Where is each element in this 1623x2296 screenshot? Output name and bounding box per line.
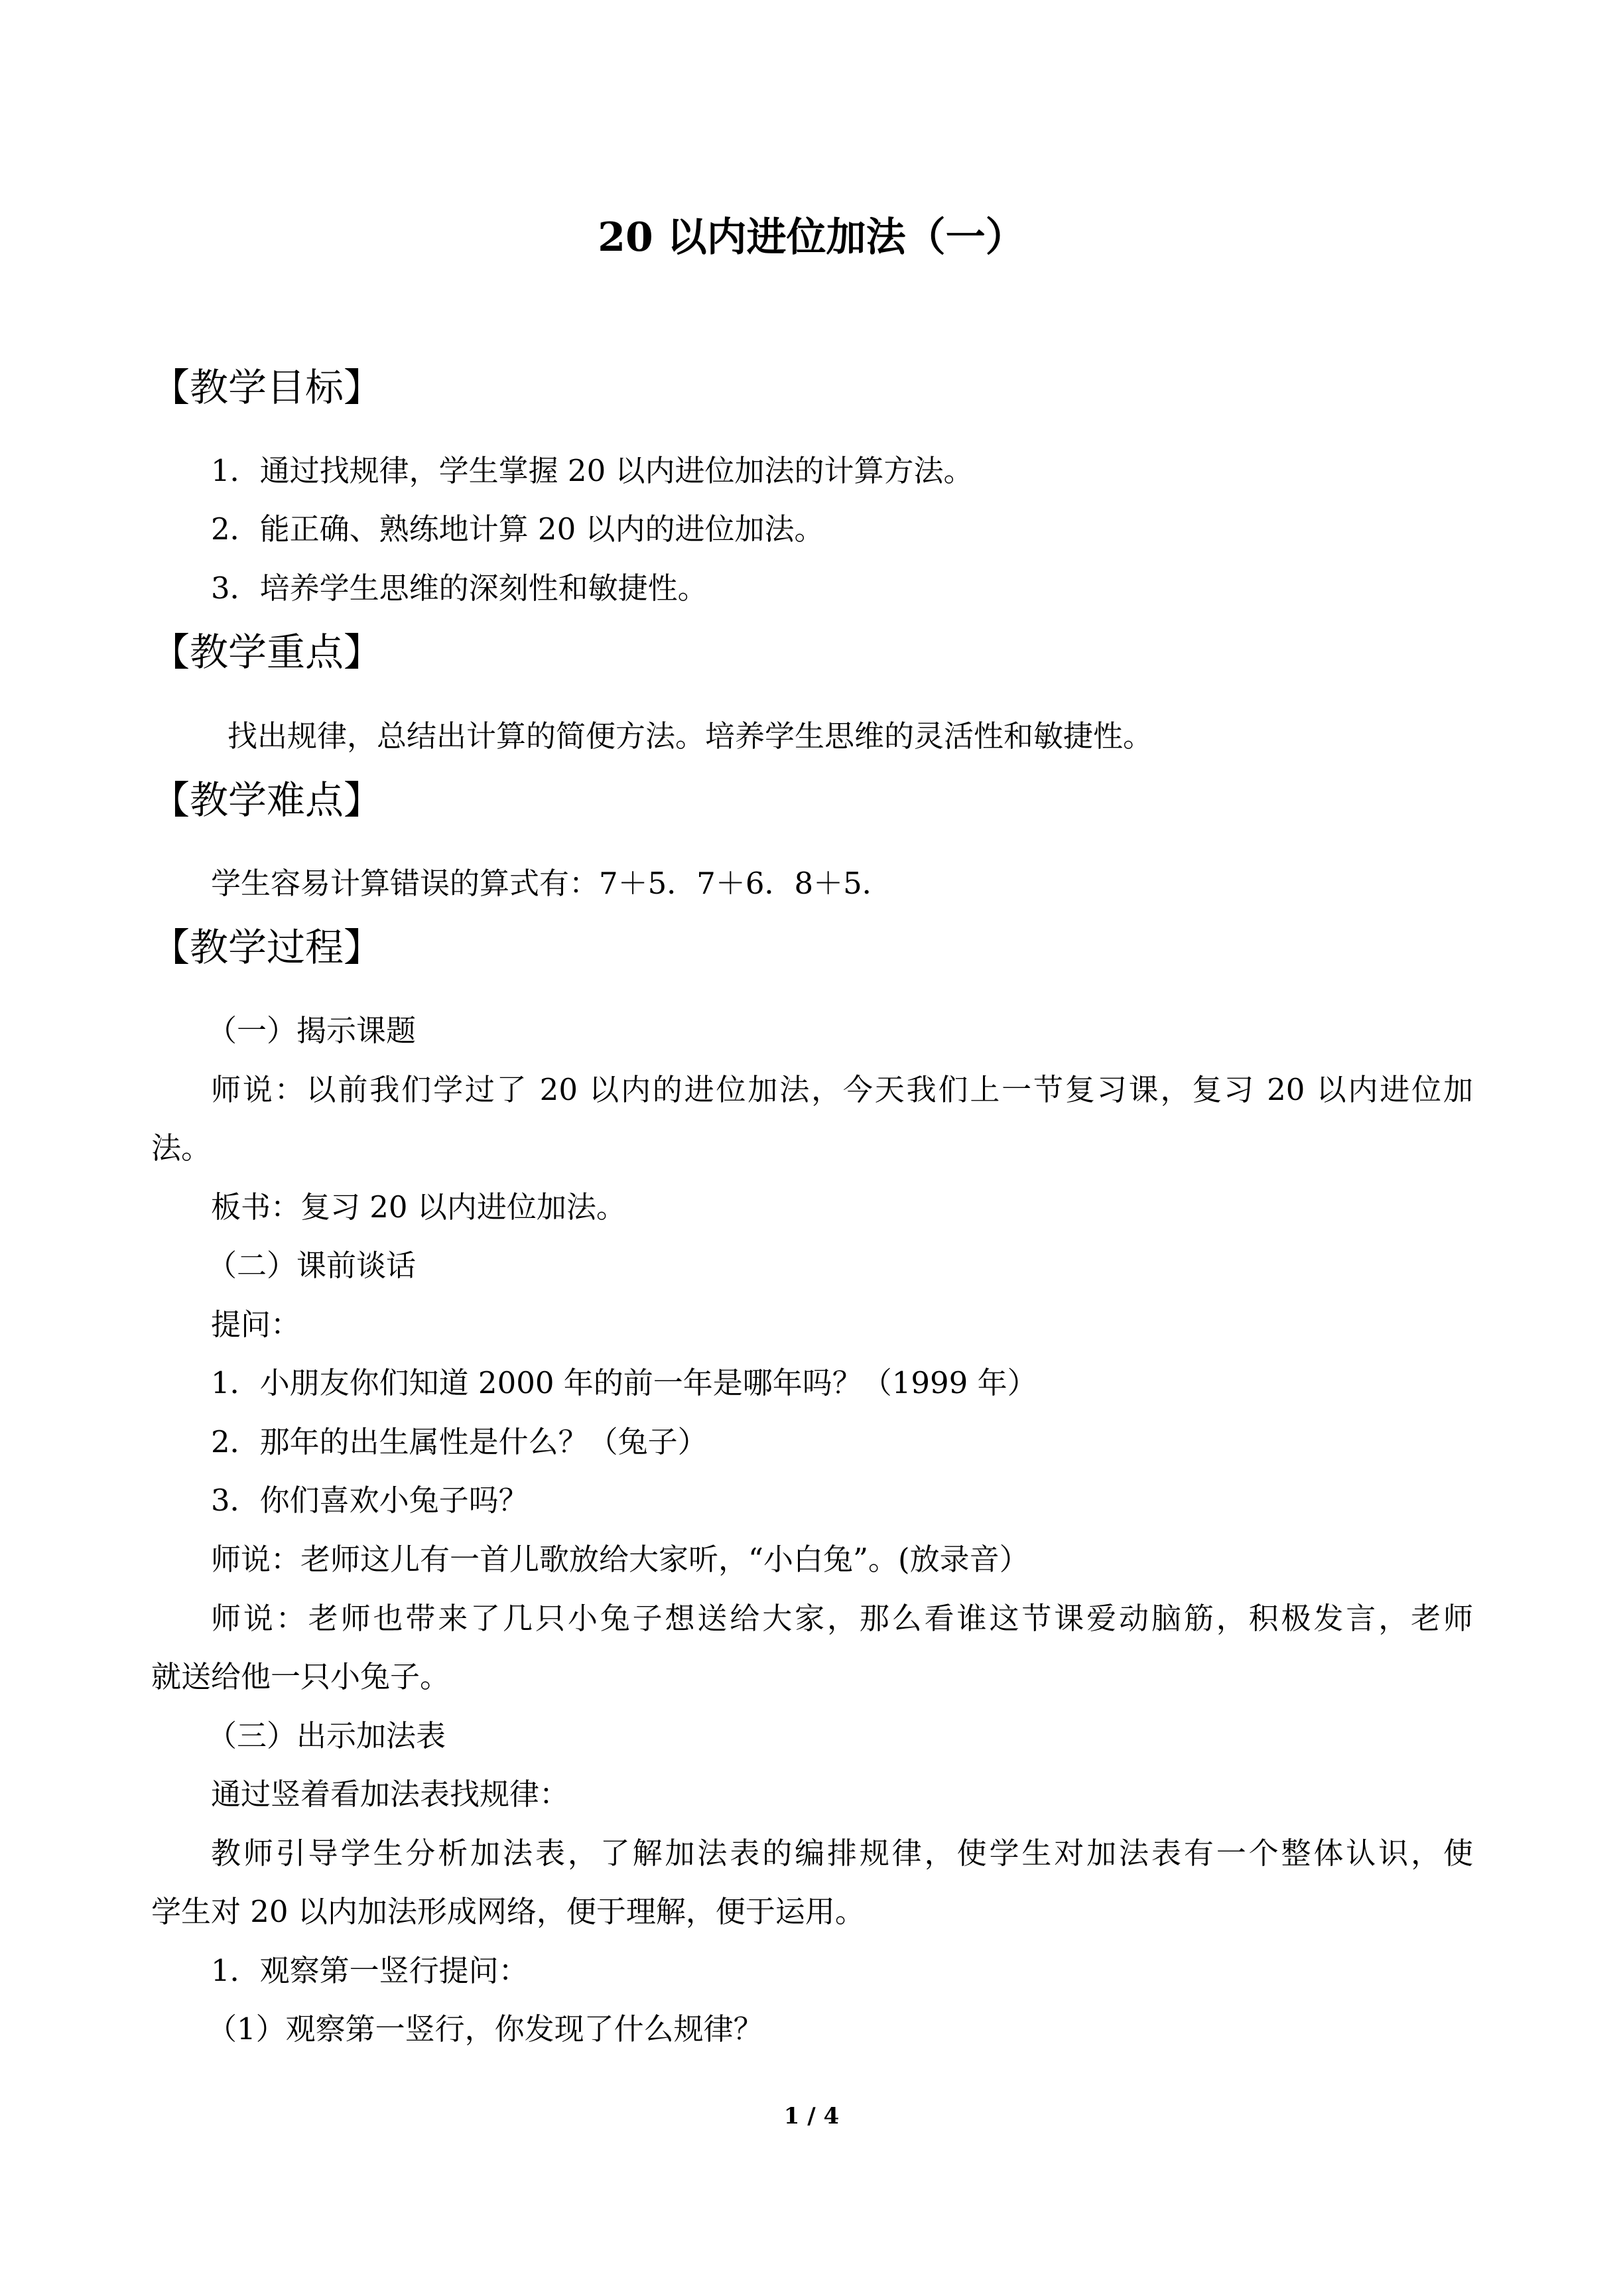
- objective-item-3: 3．培养学生思维的深刻性和敏捷性。: [211, 571, 708, 606]
- question-item-2: 2．那年的出生属性是什么？（兔子）: [211, 1424, 708, 1459]
- guide-line1: 教师引导学生分析加法表，了解加法表的编排规律，使学生对加法表有一个整体认识，使: [211, 1836, 1473, 1871]
- objective-item-2: 2．能正确、熟练地计算 20 以内的进位加法。: [211, 511, 824, 547]
- question-item-3: 3．你们喜欢小兔子吗？: [211, 1483, 529, 1518]
- teacher-says-1-line2: 法。: [151, 1130, 212, 1166]
- difficulties-text: 学生容易计算错误的算式有：7＋5．7＋6．8＋5．: [211, 866, 892, 901]
- board-text: 板书：复习 20 以内进位加法。: [211, 1189, 626, 1225]
- teacher-says-3-line2: 就送给他一只小兔子。: [151, 1659, 450, 1694]
- guide-line2: 学生对 20 以内加法形成网络，便于理解，便于运用。: [151, 1894, 865, 1929]
- page-title: 20 以内进位加法（一）: [598, 214, 1025, 261]
- question-item-1: 1．小朋友你们知道 2000 年的前一年是哪年吗？（1999 年）: [211, 1365, 1037, 1400]
- teacher-says-3-line1: 师说：老师也带来了几只小兔子想送给大家，那么看谁这节课爱动脑筋，积极发言，老师: [211, 1601, 1473, 1636]
- page-number: 1 / 4: [783, 2103, 840, 2129]
- part3-title: （三）出示加法表: [207, 1718, 446, 1753]
- heading-key-points: 【教学重点】: [151, 630, 383, 675]
- part2-title: （二）课前谈话: [207, 1248, 417, 1283]
- teacher-says-1-line1: 师说：以前我们学过了 20 以内的进位加法，今天我们上一节复习课，复习 20 以内进位加: [211, 1072, 1473, 1107]
- find-rule-text: 通过竖着看加法表找规律：: [211, 1777, 570, 1812]
- part1-title: （一）揭示课题: [207, 1013, 417, 1048]
- teacher-says-2: 师说：老师这儿有一首儿歌放给大家听，“小白兔”。(放录音）: [211, 1542, 1029, 1577]
- question-label: 提问：: [211, 1307, 301, 1342]
- key-points-text: 找出规律，总结出计算的简便方法。培养学生思维的灵活性和敏捷性。: [227, 718, 1153, 754]
- observe-1-question-1: （1）观察第一竖行，你发现了什么规律？: [207, 2011, 763, 2047]
- heading-objectives: 【教学目标】: [151, 365, 383, 410]
- observe-1: 1．观察第一竖行提问：: [211, 1953, 529, 1988]
- objective-item-1: 1．通过找规律，学生掌握 20 以内进位加法的计算方法。: [211, 453, 974, 488]
- heading-process: 【教学过程】: [151, 925, 383, 970]
- heading-difficulties: 【教学难点】: [151, 777, 383, 823]
